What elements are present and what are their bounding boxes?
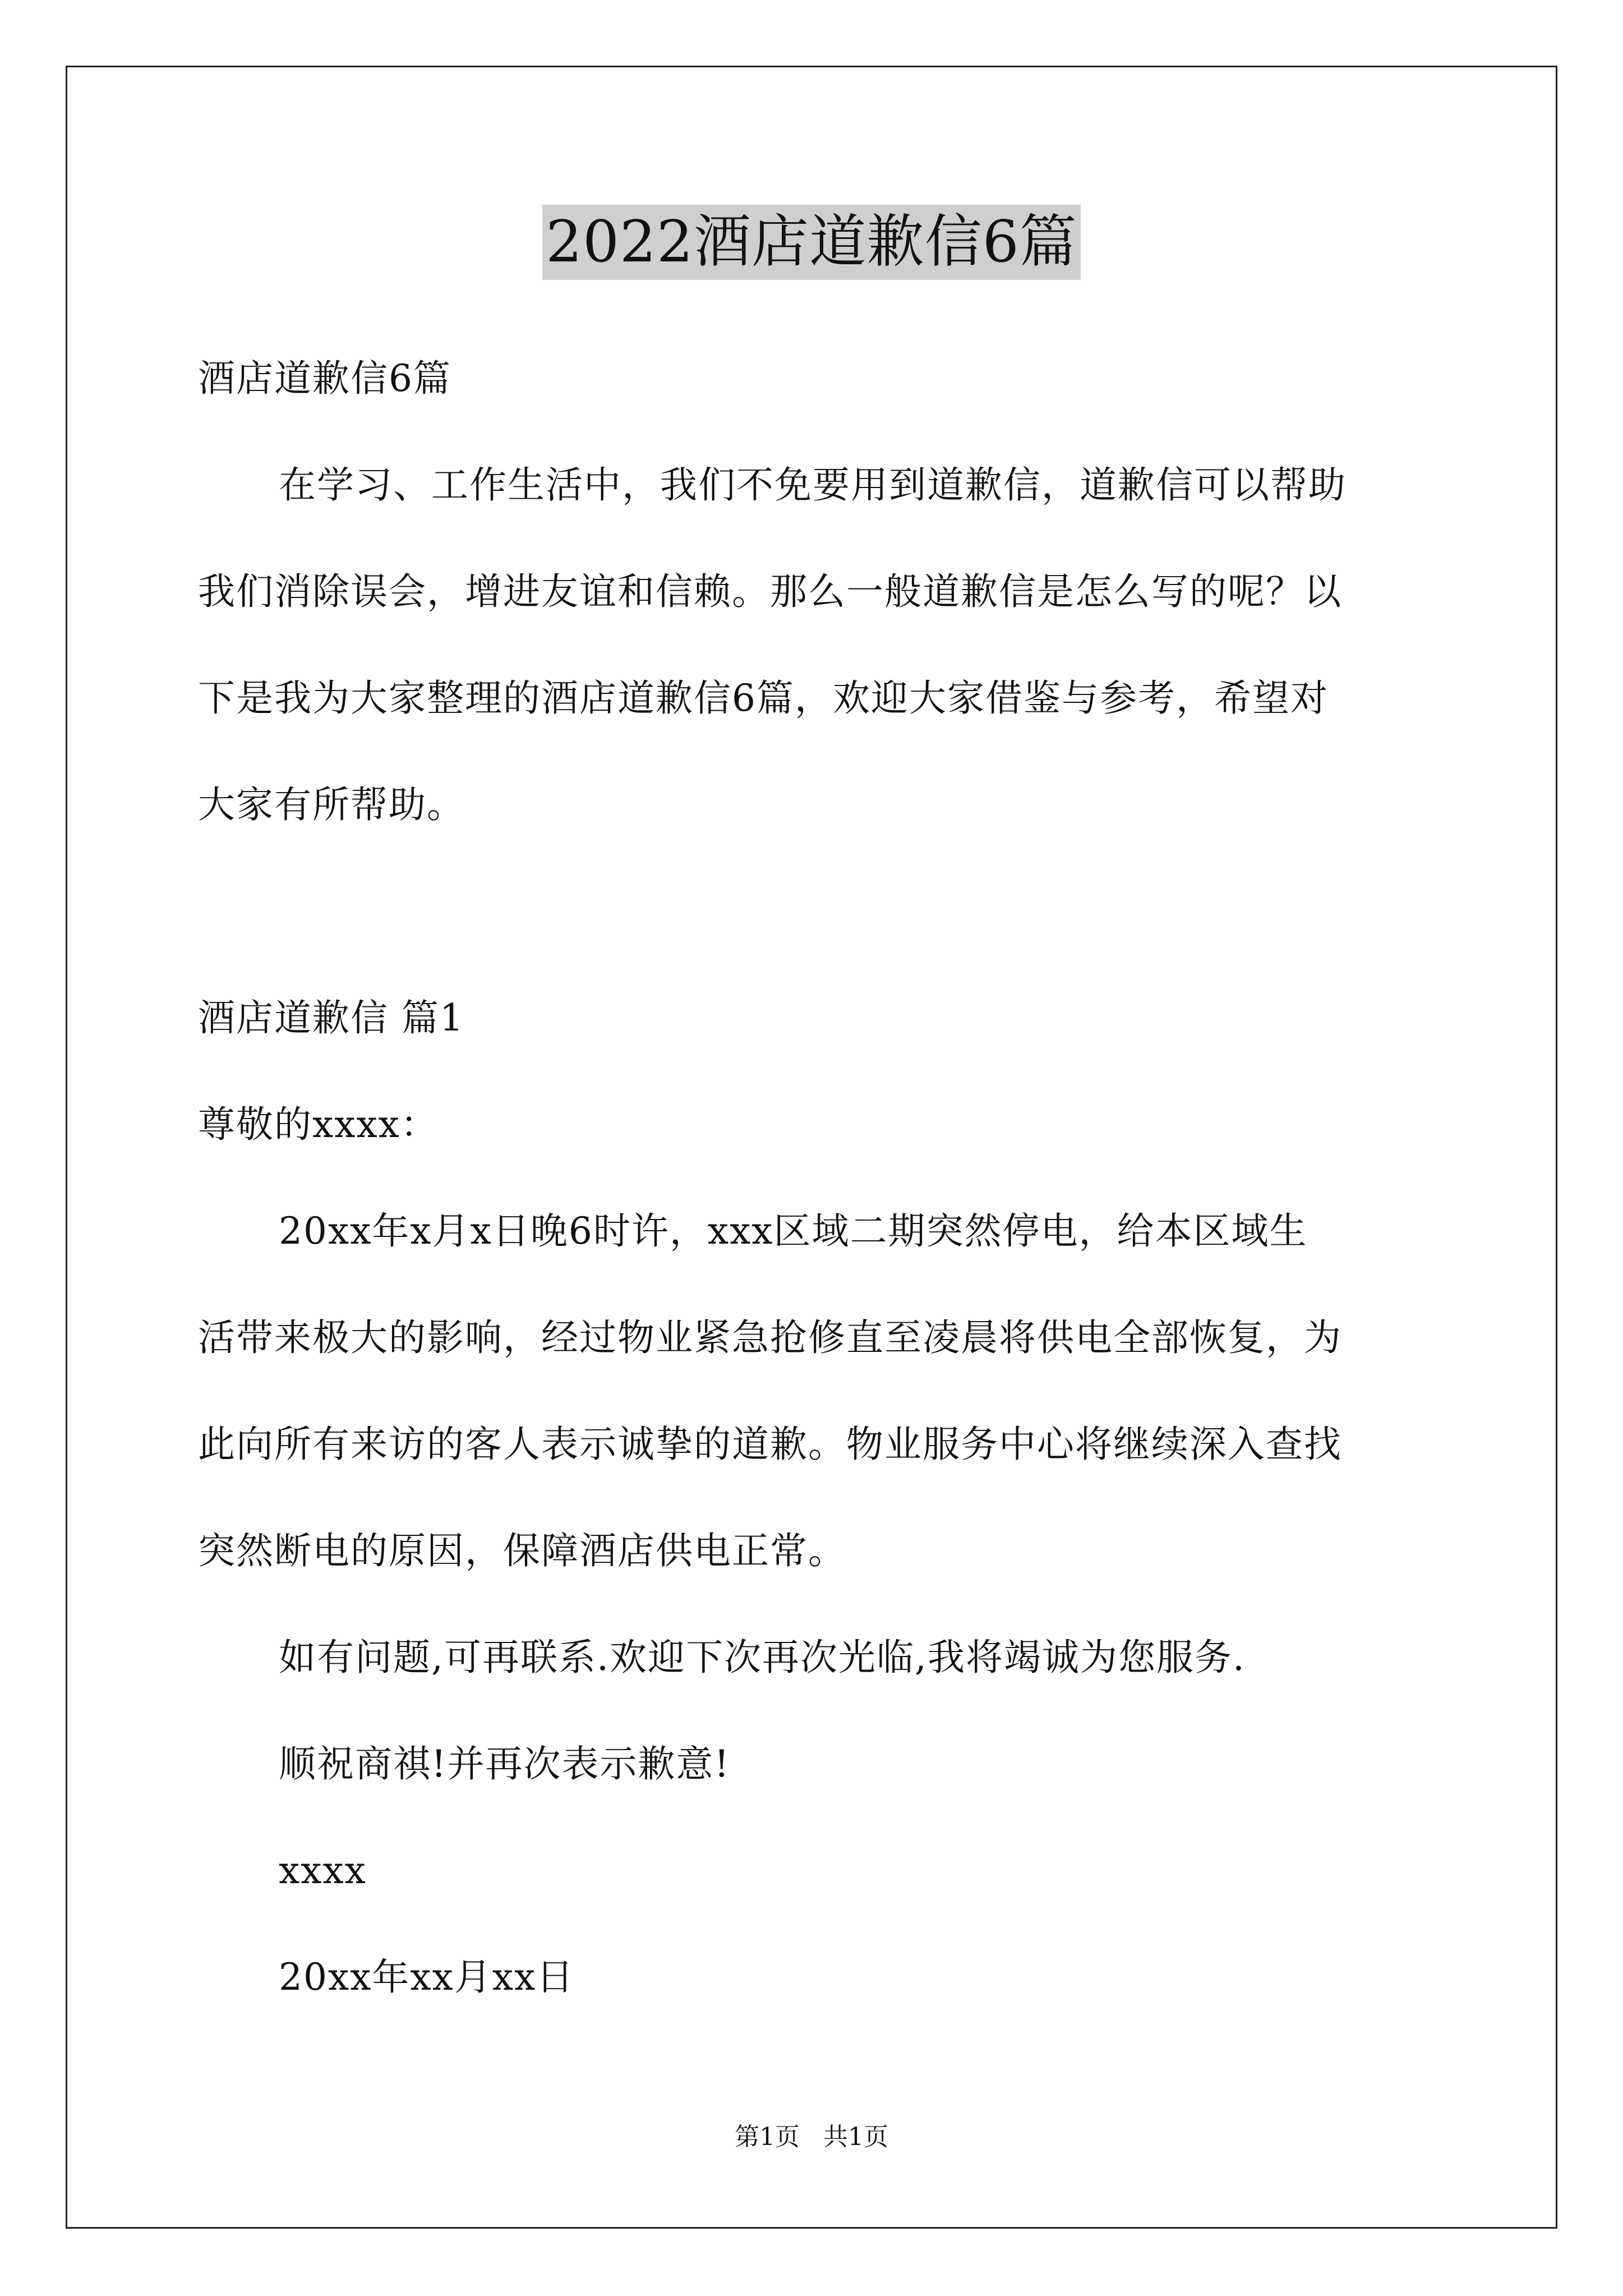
- signature: xxxx: [279, 1849, 367, 1892]
- document-title: 2022酒店道歉信6篇: [542, 205, 1080, 280]
- intro-line-3: 下是我为大家整理的酒店道歉信6篇，欢迎大家借鉴与参考，希望对: [198, 677, 1329, 720]
- para1-line-3: 此向所有来访的客人表示诚挚的道歉。物业服务中心将继续深入查找: [198, 1423, 1342, 1466]
- intro-line-1: 在学习、工作生活中，我们不免要用到道歉信，道歉信可以帮助: [279, 463, 1347, 507]
- section-heading: 酒店道歉信 篇1: [198, 996, 464, 1039]
- salutation: 尊敬的xxxx：: [198, 1103, 439, 1146]
- page-footer: 第1页 共1页: [735, 2123, 888, 2151]
- intro-line-2: 我们消除误会，增进友谊和信赖。那么一般道歉信是怎么写的呢？以: [198, 570, 1342, 613]
- title-container: [0, 205, 1623, 280]
- para1-line-1: 20xx年x月x日晚6时许，xxx区域二期突然停电，给本区域生: [279, 1209, 1308, 1253]
- para1-line-2: 活带来极大的影响，经过物业紧急抢修直至凌晨将供电全部恢复，为: [198, 1316, 1342, 1359]
- subtitle: 酒店道歉信6篇: [198, 357, 451, 400]
- para1-line-4: 突然断电的原因，保障酒店供电正常。: [198, 1529, 846, 1572]
- date: 20xx年xx月xx日: [279, 1955, 575, 1999]
- closing: 顺祝商祺!并再次表示歉意!: [279, 1742, 731, 1786]
- para2: 如有问题,可再联系.欢迎下次再次光临,我将竭诚为您服务.: [279, 1636, 1246, 1679]
- intro-line-4: 大家有所帮助。: [198, 783, 465, 826]
